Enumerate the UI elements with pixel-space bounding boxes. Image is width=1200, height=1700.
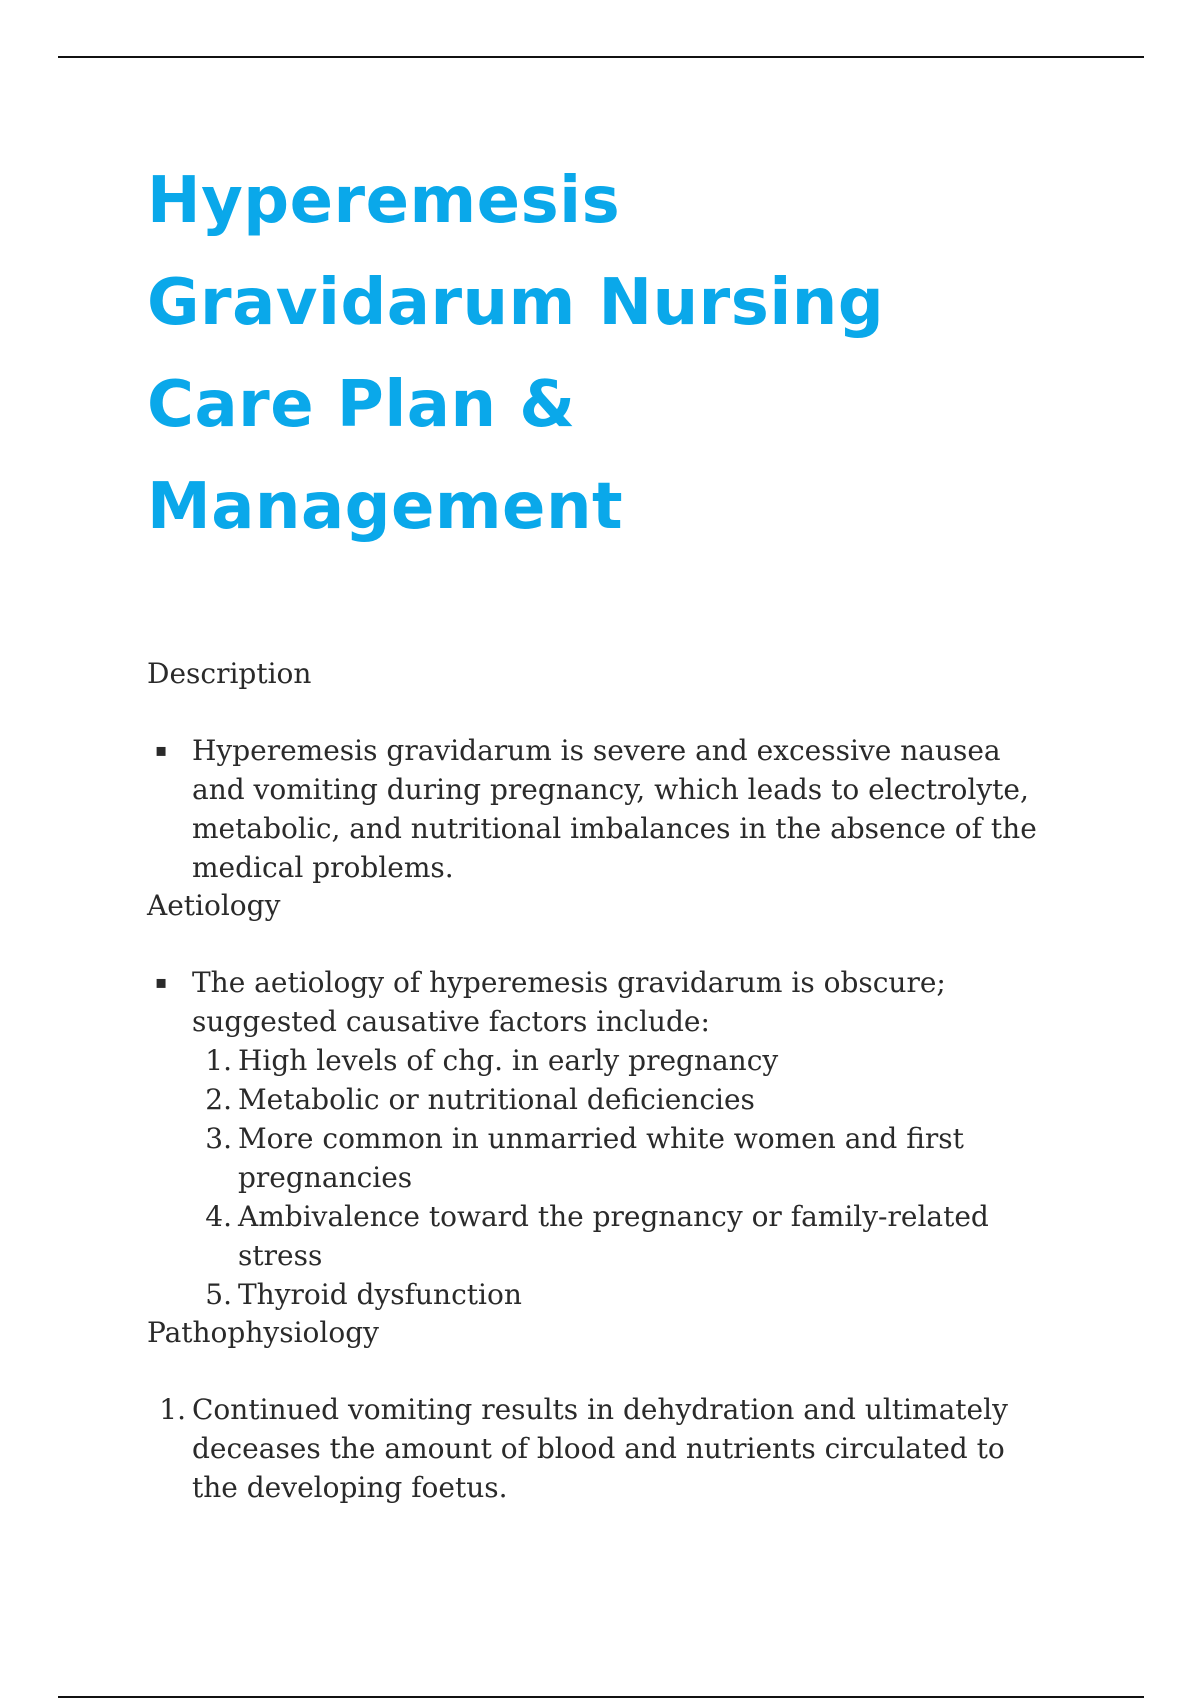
numbered-item <box>147 1119 1047 1197</box>
description-bullet-list <box>147 731 1047 887</box>
item-number: 1. <box>159 1393 186 1426</box>
list-item <box>147 963 1047 1314</box>
bottom-rule <box>58 1696 1144 1698</box>
document-body <box>147 150 1047 1507</box>
pathophysiology-list <box>147 1390 1047 1507</box>
section-heading-description: Description <box>147 657 312 690</box>
title-line: Gravidarum Nursing <box>147 266 885 340</box>
description-section <box>147 655 1047 887</box>
title-line: Management <box>147 470 624 544</box>
item-text: Ambivalence toward the pregnancy or family-related stress <box>238 1200 989 1272</box>
item-number: 4. <box>205 1200 232 1233</box>
page-title <box>147 150 1047 558</box>
item-number: 5. <box>205 1278 232 1311</box>
section-heading-aetiology: Aetiology <box>147 889 281 922</box>
item-number: 3. <box>205 1122 232 1155</box>
numbered-item <box>147 1275 1047 1314</box>
list-item-text: Hyperemesis gravidarum is severe and excessive nausea and vomiting during pregnancy, which leads to electrolyte, metabolic, and nutritional imbalances in the absence of the medical problems. <box>192 734 1037 884</box>
list-item-text: The aetiology of hyperemesis gravidarum is obscure; suggested causative factors include: <box>192 966 946 1038</box>
numbered-item <box>147 1390 1047 1507</box>
causative-factors-list <box>147 1041 1047 1314</box>
section-heading-pathophysiology: Pathophysiology <box>147 1316 379 1349</box>
aetiology-section <box>147 887 1047 1314</box>
item-number: 1. <box>205 1044 232 1077</box>
bullet-marker: ▪ <box>155 972 168 993</box>
title-line: Hyperemesis <box>147 164 621 238</box>
title-line: Care Plan & <box>147 368 576 442</box>
pathophysiology-section <box>147 1314 1047 1507</box>
top-rule <box>58 56 1144 58</box>
item-text: High levels of chg. in early pregnancy <box>238 1044 779 1077</box>
aetiology-bullet-list <box>147 963 1047 1314</box>
bullet-marker: ▪ <box>155 740 168 761</box>
item-text: Metabolic or nutritional deficiencies <box>238 1083 755 1116</box>
item-text: Continued vomiting results in dehydration and ultimately deceases the amount of blood and nutrients circulated to the developing foetus. <box>192 1393 1008 1504</box>
numbered-item <box>147 1041 1047 1080</box>
item-text: More common in unmarried white women and first pregnancies <box>238 1122 964 1194</box>
numbered-item <box>147 1197 1047 1275</box>
numbered-item <box>147 1080 1047 1119</box>
list-item <box>147 731 1047 887</box>
item-number: 2. <box>205 1083 232 1116</box>
item-text: Thyroid dysfunction <box>238 1278 522 1311</box>
